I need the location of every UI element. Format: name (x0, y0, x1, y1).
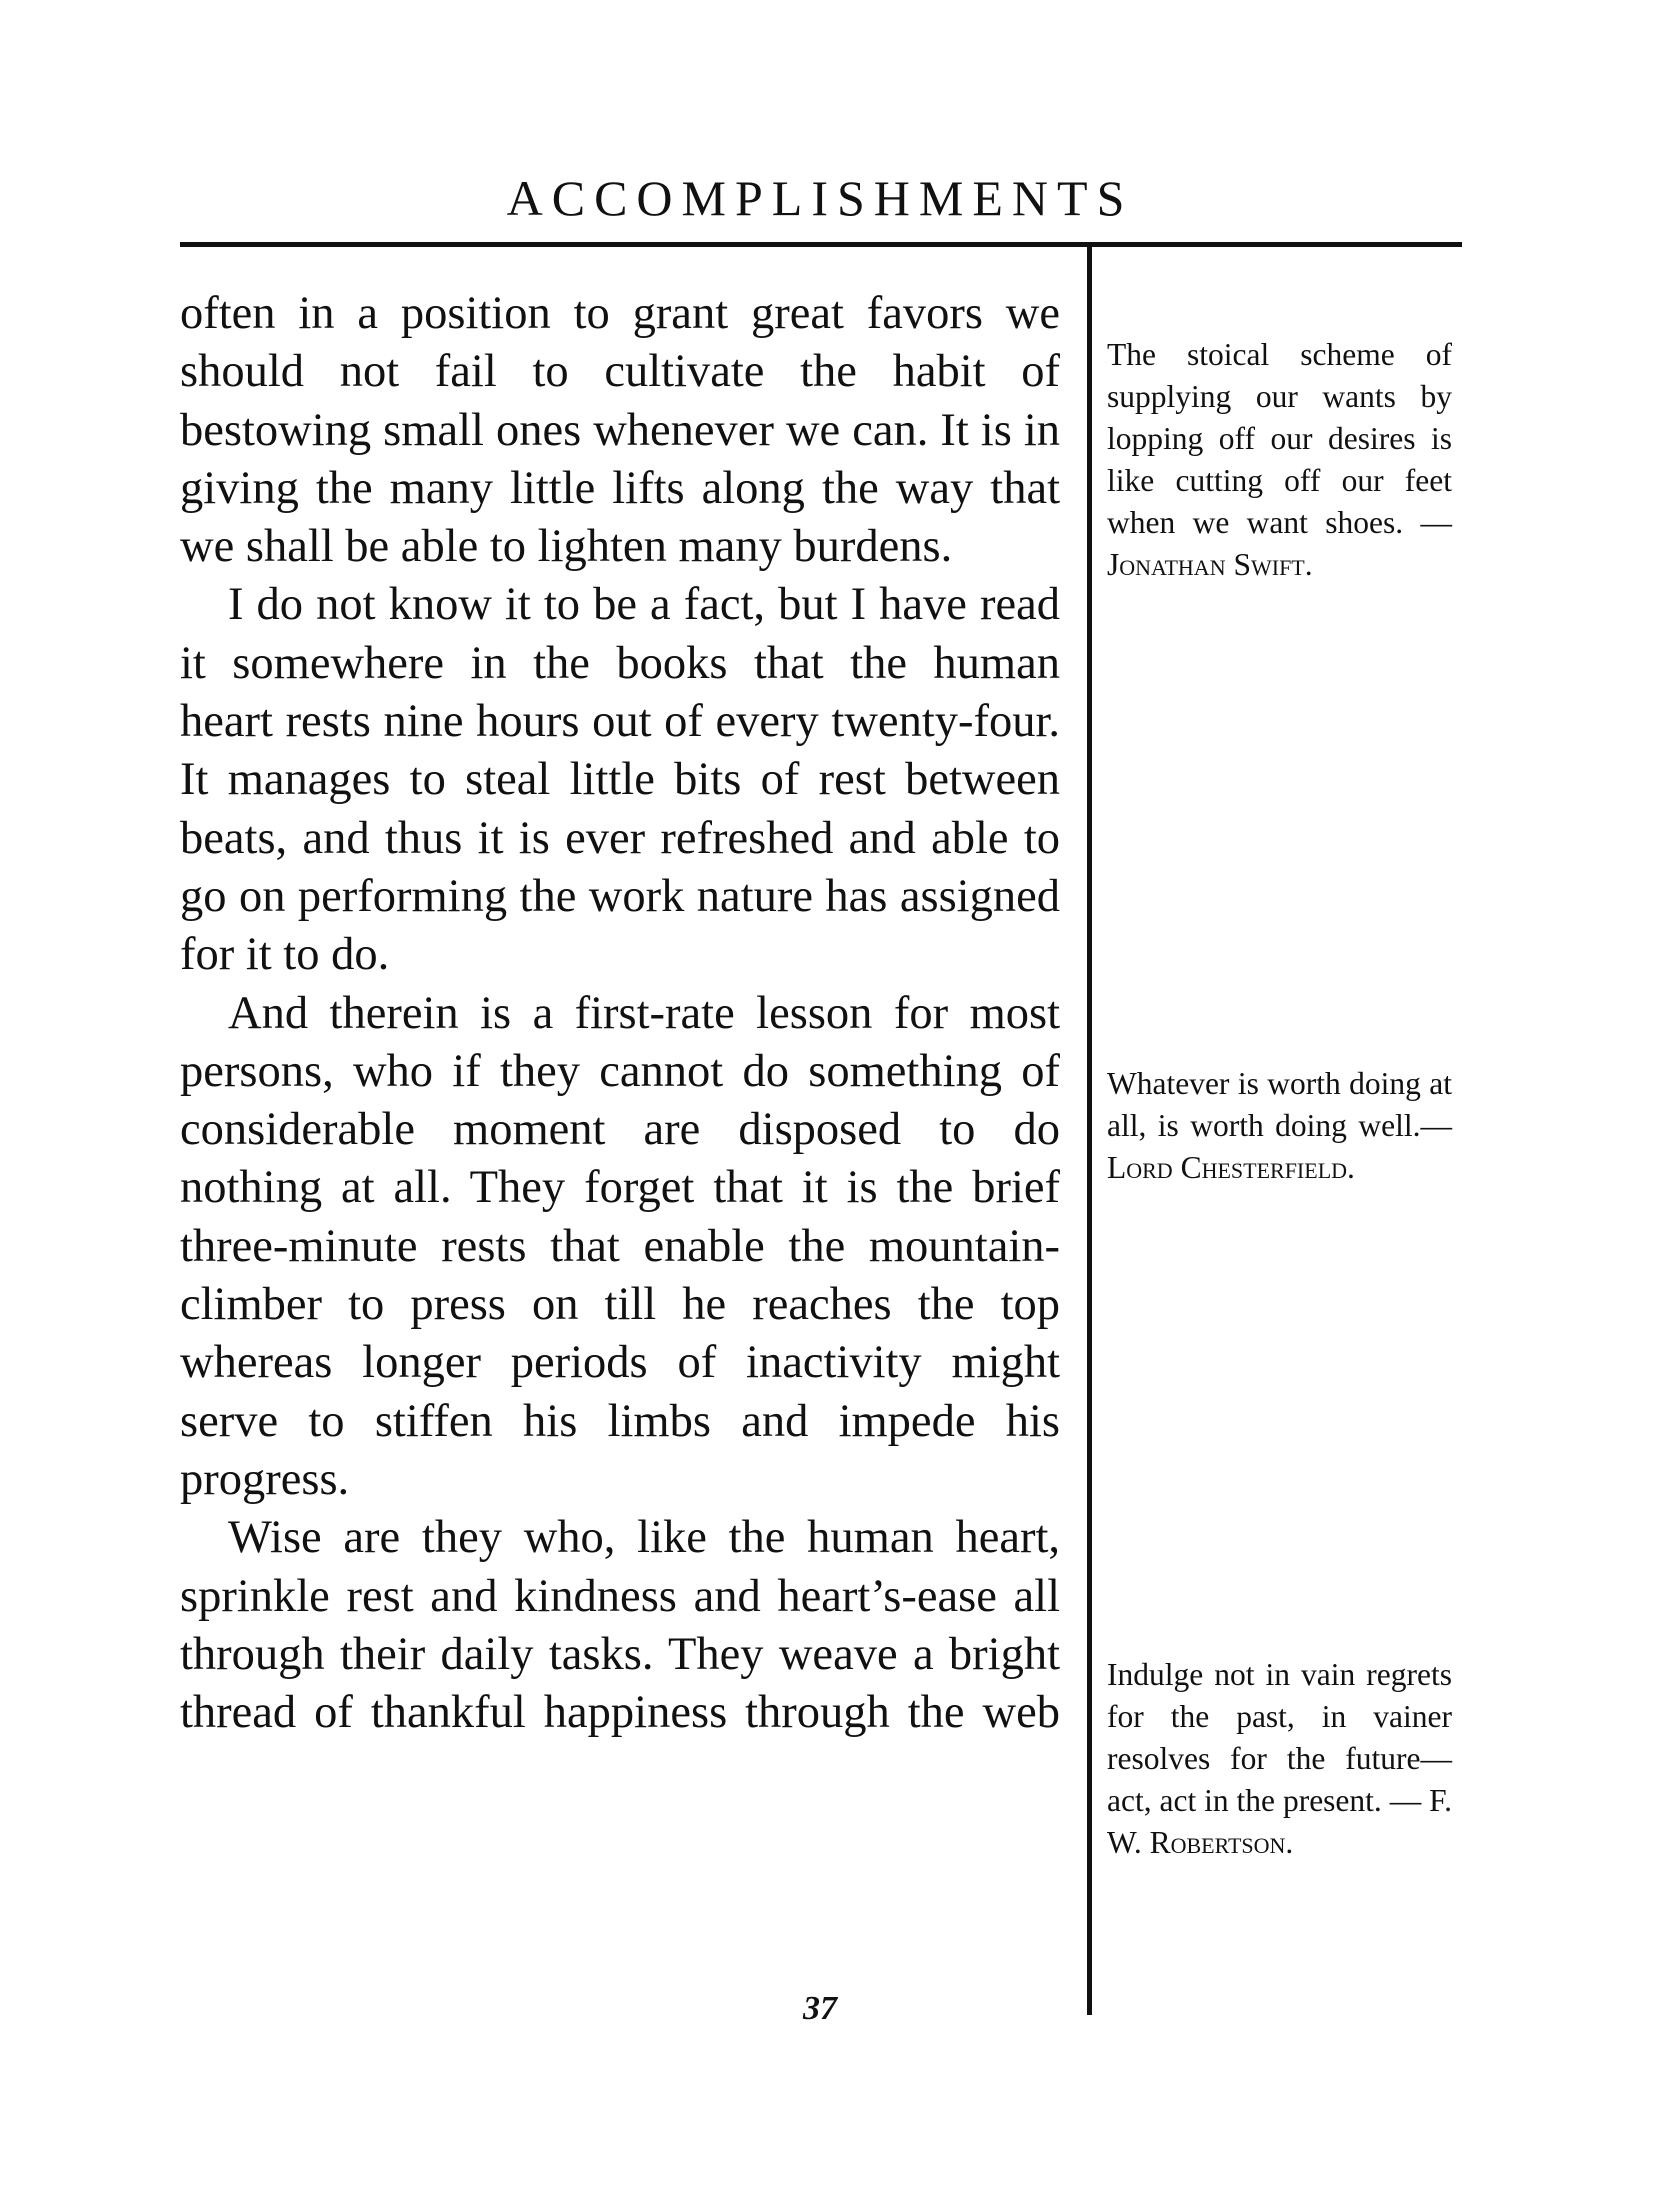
page-number: 37 (803, 1990, 837, 2027)
main-text-column (180, 285, 1060, 1742)
body-paragraph-1: often in a position to grant great favors we should not fail to cultivate the habit of bestowing small ones whenever we can. It is in giving the many little lifts along the way that we shall be able to lighten many burdens. (180, 288, 1060, 573)
sidenote-author: Lord Chesterfield. (1107, 1150, 1355, 1185)
sidenote-robertson (1107, 1654, 1452, 1864)
sidenote-chesterfield (1107, 1063, 1452, 1189)
sidenote-quote: Whatever is worth doing at all, is worth doing well.— (1107, 1066, 1452, 1143)
sidenote-author: —Jonathan Swift. (1107, 505, 1452, 582)
sidenote-quote: Indulge not in vain regrets for the past, in vainer resolves for the future—act, act in the present. — F. W. (1107, 1657, 1452, 1860)
running-head: ACCOMPLISHMENTS (506, 170, 1134, 226)
body-paragraph-4: Wise are they who, like the human heart, sprinkle rest and kindness and heart’s-ease all through their daily tasks. They weave a bright thread of thankful happiness through the web (180, 1512, 1060, 1739)
column-divider-rule (1087, 242, 1092, 2015)
sidenote-quote: The stoical scheme of supplying our wants by lopping off our desires is like cutting off our feet when we want shoes. (1107, 337, 1452, 540)
sidenote-swift (1107, 334, 1452, 586)
sidenote-author: Robertson. (1149, 1825, 1294, 1860)
body-paragraph-3: And therein is a first-rate lesson for most persons, who if they cannot do something of considerable moment are disposed to do nothing at all. They forget that it is the brief three-minute rests that enable the mountain-climber to press on till he reaches the top whereas longer periods of inactivity might serve to stiffen his limbs and impede his progress. (180, 987, 1060, 1505)
body-paragraph-2: I do not know it to be a fact, but I have read it somewhere in the books that the human heart rests nine hours out of every twenty-four. It manages to steal little bits of rest between beats, and thus it is ever refreshed and able to go on performing the work nature has assigned for it to do. (180, 579, 1060, 981)
header-rule (180, 242, 1462, 247)
